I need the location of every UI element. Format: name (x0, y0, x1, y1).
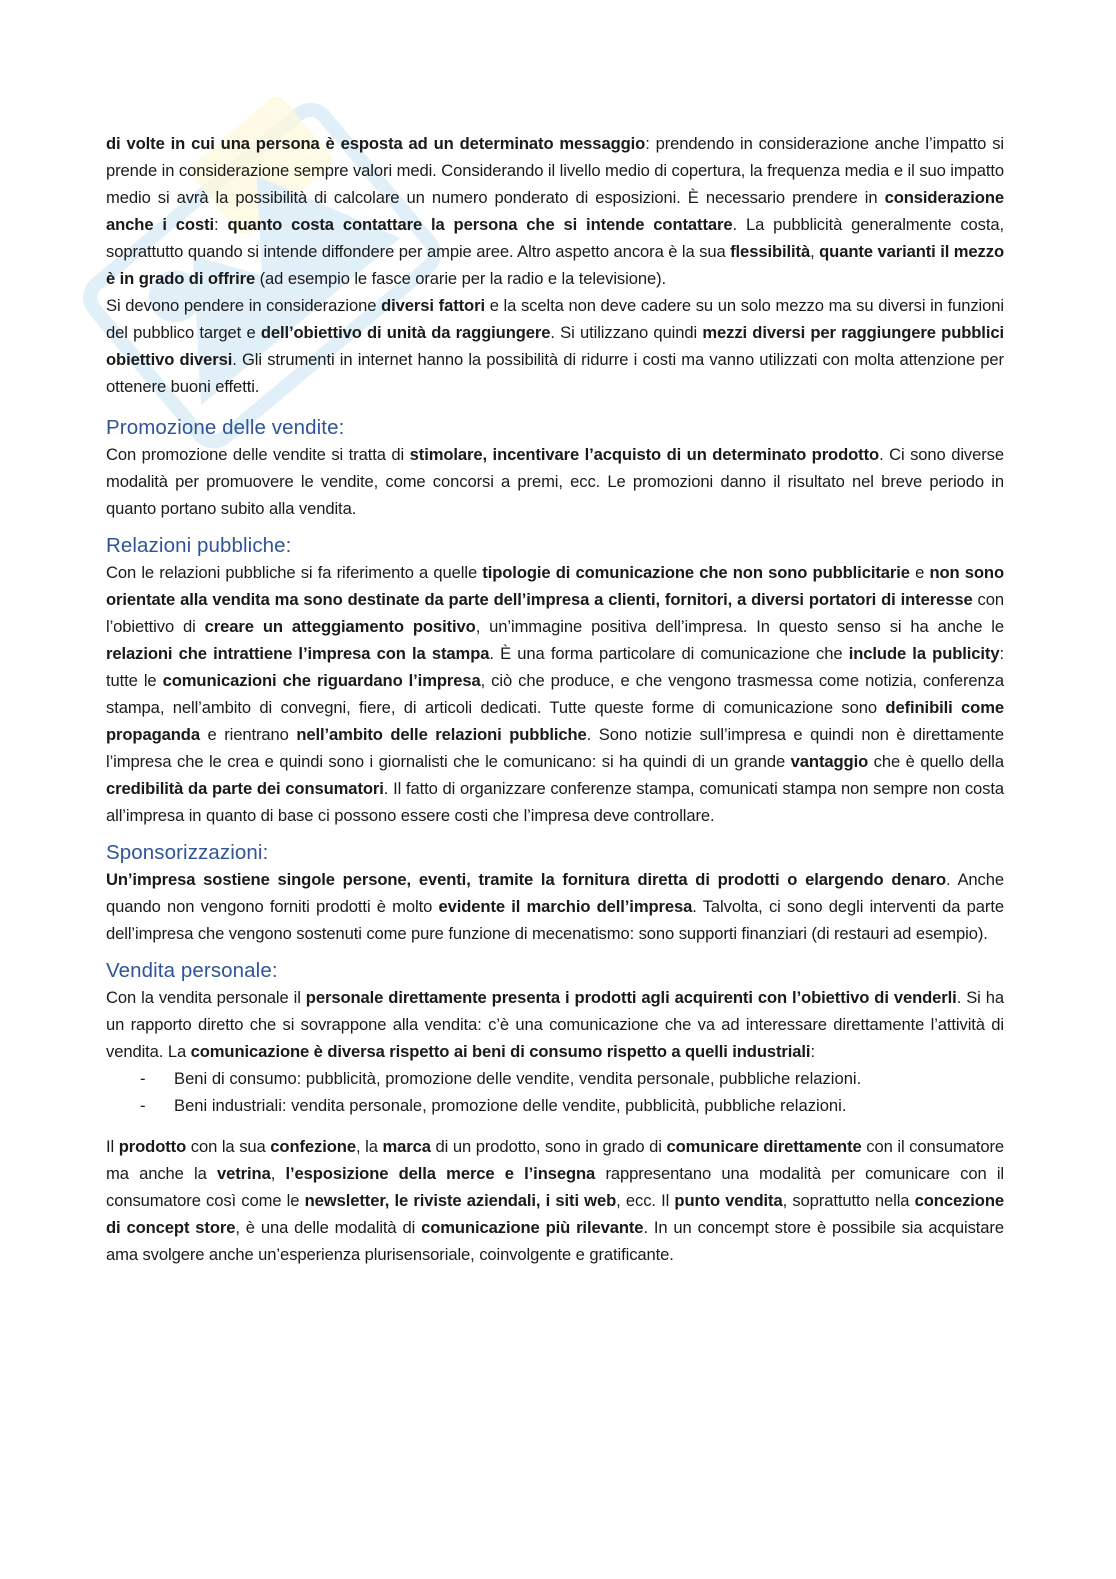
paragraph-relazioni: Con le relazioni pubbliche si fa riferimento a quelle tipologie di comunicazione che non sono pubblicitarie e non sono orientate alla vendita ma sono destinate da parte dell’impresa a clienti, fornitori, a diversi portatori di interesse con l’obiettivo di creare un atteggiamento positivo, un’immagine positiva dell’impresa. In questo senso si ha anche le relazioni che intrattiene l’impresa con la stampa. È una forma particolare di comunicazione che include la publicity: tutte le comunicazioni che riguardano l’impresa, ciò che produce, e che vengono trasmessa come notizia, conferenza stampa, nell’ambito di convegni, fiere, di articoli dedicati. Tutte queste forme di comunicazione sono definibili come propaganda e rientrano nell’ambito delle relazioni pubbliche. Sono notizie sull’impresa e quindi non è direttamente l’impresa che le crea e quindi sono i giornalisti che le comunicano: si ha quindi di un grande vantaggio che è quello della credibilità da parte dei consumatori. Il fatto di organizzare conferenze stampa, comunicati stampa non sempre non costa all’impresa in quanto di base ci possono essere costi che l’impresa deve controllare. (106, 563, 1004, 825)
heading-sponsorizzazioni: Sponsorizzazioni: (106, 841, 269, 864)
paragraph-media-exposure: di volte in cui una persona è esposta ad un determinato messaggio: prendendo in considerazione anche l’impatto si prende in considerazione sempre valori medi. Considerando il livello medio di copertura, la frequenza media e il suo impatto medio si avrà la possibilità di calcolare un numero ponderato di esposizioni. È necessario prendere in considerazione anche i costi: quanto costa contattare la persona che si intende contattare. La pubblicità generalmente costa, soprattutto quando si intende diffondere per ampie aree. Altro aspetto ancora è la sua flessibilità, quante varianti il mezzo è in grado di offrire (ad esempio le fasce orarie per la radio e la televisione). (106, 134, 1004, 288)
document-page (106, 130, 1004, 1268)
heading-vendita-personale: Vendita personale: (106, 959, 278, 982)
paragraph-sponsorizzazioni: Un’impresa sostiene singole persone, eventi, tramite la fornitura diretta di prodotti o elargendo denaro. Anche quando non vengono forniti prodotti è molto evidente il marchio dell’impresa. Talvolta, ci sono degli interventi da parte dell’impresa che vengono sostenuti come pure funzione di mecenatismo: sono supporti finanziari (di restauri ad esempio). (106, 870, 1004, 943)
paragraph-concept-store: Il prodotto con la sua confezione, la marca di un prodotto, sono in grado di comunicare direttamente con il consumatore ma anche la vetrina, l’esposizione della merce e l’insegna rappresentano una modalità per comunicare con il consumatore così come le newsletter, le riviste aziendali, i siti web, ecc. Il punto vendita, soprattutto nella concezione di concept store, è una delle modalità di comunicazione più rilevante. In un concempt store è possibile sia acquistare ama svolgere anche un’esperienza plurisensoriale, coinvolgente e gratificante. (106, 1137, 1005, 1264)
list-item: - Beni di consumo: pubblicità, promozione delle vendite, vendita personale, pubbliche relazioni. (140, 1065, 1004, 1092)
paragraph-promozione: Con promozione delle vendite si tratta di stimolare, incentivare l’acquisto di un determinato prodotto. Ci sono diverse modalità per promuovere le vendite, come concorsi a premi, ecc. Le promozioni danno il risultato nel breve periodo in quanto portano subito alla vendita. (106, 445, 1005, 518)
heading-relazioni: Relazioni pubbliche: (106, 534, 292, 557)
heading-promozione: Promozione delle vendite: (106, 416, 345, 439)
paragraph-factors: Si devono pendere in considerazione diversi fattori e la scelta non deve cadere su un solo mezzo ma su diversi in funzioni del pubblico target e dell’obiettivo di unità da raggiungere. Si utilizzano quindi mezzi diversi per raggiungere pubblici obiettivo diversi. Gli strumenti in internet hanno la possibilità di ridurre i costi ma vanno utilizzati con molta attenzione per ottenere buoni effetti. (106, 296, 1004, 396)
list-item: - Beni industriali: vendita personale, promozione delle vendite, pubblicità, pubbliche relazioni. (140, 1092, 1004, 1119)
paragraph-vendita-personale: Con la vendita personale il personale direttamente presenta i prodotti agli acquirenti con l’obiettivo di venderli. Si ha un rapporto diretto che si sovrappone alla vendita: c’è una comunicazione che va ad interessare direttamente l’attività di vendita. La comunicazione è diversa rispetto ai beni di consumo rispetto a quelli industriali: (106, 988, 1004, 1061)
beni-list (106, 1065, 1004, 1119)
